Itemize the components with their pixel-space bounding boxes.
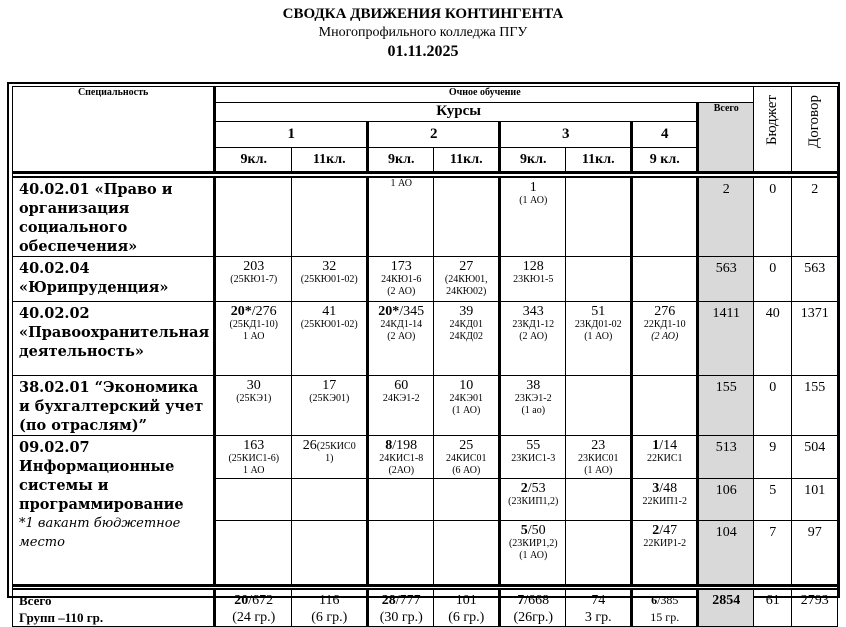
course-cell — [434, 301, 500, 375]
cell-value — [434, 438, 498, 453]
cell-count: 203 — [243, 258, 265, 274]
cell-count: 26 — [302, 437, 317, 453]
cell-value — [369, 378, 433, 393]
cell-groups: (25КД1-10) — [229, 318, 278, 330]
course-cell — [215, 375, 292, 435]
totals-cell — [368, 589, 434, 627]
cell-value — [216, 378, 291, 393]
course-cell — [500, 478, 566, 520]
totals-cell — [500, 589, 566, 627]
cell-groups: 24КД02 — [449, 330, 483, 342]
cell-value — [369, 438, 433, 453]
cell-count: 343 — [522, 303, 544, 319]
course-cell — [500, 256, 566, 301]
header-subcol: 9 кл. — [632, 148, 698, 173]
cell-value — [501, 481, 565, 496]
contingent-table — [12, 86, 838, 627]
course-cell — [292, 177, 368, 257]
totals-label: Всего — [19, 593, 52, 608]
cell-count: 41 — [322, 303, 337, 319]
cell-groups: (25КЭ1) — [236, 392, 272, 404]
course-cell — [632, 520, 698, 585]
cell-value — [216, 304, 291, 319]
row-total: 104 — [698, 520, 754, 585]
totals-count: /385 — [657, 593, 679, 607]
totals-cell — [566, 589, 632, 627]
cell-count: /276 — [251, 303, 277, 319]
header-course-3: 3 — [500, 122, 632, 148]
cell-value — [633, 438, 696, 453]
course-cell — [292, 256, 368, 301]
cell-count: /345 — [399, 303, 425, 319]
cell-groups: 24КИС1-8 — [379, 452, 424, 464]
totals-count: 74 — [591, 593, 606, 608]
totals-group-count: (6 гр.) — [311, 610, 348, 625]
totals-label-cell — [13, 589, 215, 627]
cell-count: /48 — [659, 480, 678, 496]
course-cell — [434, 375, 500, 435]
cell-groups: (25КИС1-6) — [228, 452, 280, 464]
cell-groups: 22КИС1 — [646, 452, 683, 464]
totals-count: 116 — [319, 593, 340, 608]
totals-value — [216, 592, 291, 609]
cell-value — [501, 259, 565, 274]
row-total: 155 — [698, 375, 754, 435]
course-cell — [292, 478, 368, 520]
cell-value — [501, 438, 565, 453]
cell-group-inline: (25КИС0 — [316, 440, 356, 452]
cell-value — [369, 304, 433, 319]
totals-group-count: (24 гр.) — [232, 610, 276, 625]
cell-groups: 23КЭ1-2 — [514, 392, 552, 404]
course-cell — [500, 435, 566, 478]
cell-groups: (23КИР1,2) — [508, 537, 558, 549]
row-total: 1411 — [698, 301, 754, 375]
cell-groups: (1 ао) — [521, 404, 546, 416]
cell-budget-count: 20* — [230, 303, 252, 319]
cell-budget-count: 5 — [520, 522, 528, 538]
specialty-name: 40.02.01 «Право и организация социального обеспечения» — [13, 177, 215, 257]
course-cell — [566, 375, 632, 435]
cell-budget-count: 8 — [385, 437, 393, 453]
cell-value — [501, 304, 565, 319]
course-cell — [368, 435, 434, 478]
cell-value — [216, 259, 291, 274]
cell-groups: (2 АО) — [387, 285, 416, 297]
header-subcol: 11кл. — [292, 148, 368, 173]
row-total: 2 — [698, 177, 754, 257]
cell-groups: (2 АО) — [519, 330, 548, 342]
row-budget: 0 — [754, 375, 792, 435]
cell-value — [292, 378, 366, 393]
totals-row — [13, 589, 838, 627]
totals-budget-count: 6 — [651, 593, 658, 607]
report-subtitle: Многопрофильного колледжа ПГУ — [318, 25, 528, 40]
cell-groups: 24КЭ01 — [449, 392, 483, 404]
cell-count: 25 — [459, 437, 474, 453]
cell-count: /47 — [659, 522, 678, 538]
totals-budget-count: 7 — [517, 593, 525, 608]
course-cell — [434, 520, 500, 585]
header-subcol: 11кл. — [434, 148, 500, 173]
header-contract — [792, 87, 838, 173]
course-cell — [566, 478, 632, 520]
table-row — [13, 301, 838, 375]
row-contract: 97 — [792, 520, 838, 585]
cell-groups: (1 АО) — [519, 194, 548, 206]
course-cell — [215, 177, 292, 257]
cell-budget-count: 20* — [378, 303, 400, 319]
cell-groups: 22КИР1-2 — [643, 537, 687, 549]
cell-value — [216, 438, 291, 453]
totals-group-count: 15 гр. — [650, 610, 680, 624]
totals-group-count: (30 гр.) — [379, 610, 423, 625]
cell-count: 32 — [322, 258, 337, 274]
course-cell — [292, 375, 368, 435]
cell-count: 27 — [459, 258, 474, 274]
row-contract: 155 — [792, 375, 838, 435]
cell-budget-count: 2 — [520, 480, 528, 496]
cell-count: 38 — [526, 377, 541, 393]
cell-count: 51 — [591, 303, 606, 319]
course-cell — [215, 435, 292, 478]
cell-groups: 1 АО — [390, 177, 412, 189]
cell-count: /50 — [527, 522, 546, 538]
course-cell — [632, 435, 698, 478]
totals-cell — [434, 589, 500, 627]
header-specialty-label: Специальность — [77, 87, 149, 98]
course-cell — [434, 256, 500, 301]
cell-groups: 22КД1-10 — [643, 318, 686, 330]
course-cell — [434, 177, 500, 257]
cell-value — [566, 438, 630, 453]
course-cell — [368, 177, 434, 257]
header-course-4: 4 — [632, 122, 698, 148]
cell-groups: (2 АО) — [651, 330, 679, 342]
report-title: СВОДКА ДВИЖЕНИЯ КОНТИНГЕНТА — [282, 6, 564, 22]
specialty-code: 09.02.07 — [19, 438, 90, 456]
course-cell — [632, 301, 698, 375]
totals-group-count: 3 гр. — [584, 610, 612, 625]
specialty-name: 38.02.01 “Экономика и бухгалтерский учет (по отраслям)” — [13, 375, 215, 435]
totals-value — [369, 592, 433, 609]
course-cell — [368, 520, 434, 585]
course-cell — [368, 375, 434, 435]
cell-value — [566, 304, 630, 319]
course-cell — [632, 256, 698, 301]
header-subcol: 9кл. — [368, 148, 434, 173]
cell-value — [292, 259, 366, 274]
table-row — [13, 375, 838, 435]
cell-groups: 23КИС01 — [577, 452, 619, 464]
cell-groups: (25КЮ01-02) — [300, 273, 358, 285]
header-course-2: 2 — [368, 122, 500, 148]
cell-groups: (25КЭ01) — [309, 392, 350, 404]
cell-groups: 23КД01-02 — [574, 318, 622, 330]
totals-group-count: (26гр.) — [513, 610, 554, 625]
cell-count: 163 — [243, 437, 265, 453]
totals-cell — [215, 589, 292, 627]
course-cell — [566, 177, 632, 257]
course-cell — [566, 520, 632, 585]
cell-count: 173 — [390, 258, 412, 274]
cell-value — [633, 481, 696, 496]
cell-count: 128 — [522, 258, 544, 274]
cell-groups: 1) — [325, 452, 334, 464]
course-cell — [566, 435, 632, 478]
totals-count: /777 — [395, 593, 421, 608]
row-budget: 9 — [754, 435, 792, 478]
cell-value — [501, 378, 565, 393]
course-cell — [368, 478, 434, 520]
cell-value — [434, 304, 498, 319]
cell-groups: 24КД1-14 — [380, 318, 423, 330]
totals-count: /668 — [524, 593, 550, 608]
totals-contract: 2793 — [792, 589, 838, 627]
cell-value — [292, 304, 366, 319]
header-subcol: 11кл. — [566, 148, 632, 173]
cell-groups: (1 АО) — [519, 549, 548, 561]
cell-groups: (24КЮ01, — [444, 273, 488, 285]
row-contract: 2 — [792, 177, 838, 257]
cell-count: 23 — [591, 437, 606, 453]
course-cell — [566, 301, 632, 375]
cell-groups: 24КД01 — [449, 318, 483, 330]
totals-value — [434, 592, 498, 609]
course-cell — [632, 375, 698, 435]
cell-groups: (23КИП1,2) — [508, 495, 559, 507]
cell-count: 1 — [529, 179, 537, 195]
header-specialty — [13, 87, 215, 173]
header-subcol: 9кл. — [500, 148, 566, 173]
table-row — [13, 177, 838, 257]
cell-groups: 23КД1-12 — [512, 318, 555, 330]
cell-value — [434, 259, 498, 274]
cell-value — [501, 523, 565, 538]
header-total — [698, 103, 754, 173]
row-total: 106 — [698, 478, 754, 520]
specialty-name: 40.02.02 «Правоохранительная деятельность» — [13, 301, 215, 375]
course-cell — [500, 301, 566, 375]
header-total-label: Всего — [713, 103, 739, 114]
row-total: 563 — [698, 256, 754, 301]
totals-groups: Групп –110 гр. — [19, 610, 104, 625]
course-cell — [292, 520, 368, 585]
table-row — [13, 435, 838, 478]
cell-groups: 22КИП1-2 — [642, 495, 687, 507]
cell-count: 39 — [459, 303, 474, 319]
cell-groups: (25КЮ01-02) — [300, 318, 358, 330]
totals-value — [633, 592, 696, 609]
row-budget: 40 — [754, 301, 792, 375]
totals-cell — [632, 589, 698, 627]
row-budget: 0 — [754, 177, 792, 257]
cell-groups: (2 АО) — [387, 330, 416, 342]
cell-groups: 1 АО — [243, 330, 265, 342]
cell-count: /53 — [527, 480, 546, 496]
cell-value — [501, 180, 565, 195]
totals-value — [566, 592, 630, 609]
course-cell — [434, 478, 500, 520]
row-contract: 504 — [792, 435, 838, 478]
course-cell — [215, 520, 292, 585]
cell-count: 30 — [246, 377, 261, 393]
cell-groups: (1 АО) — [584, 330, 613, 342]
cell-value — [633, 304, 696, 319]
cell-groups: (25КЮ1-7) — [230, 273, 278, 285]
row-budget: 5 — [754, 478, 792, 520]
cell-groups: (1 АО) — [584, 464, 613, 476]
cell-count: 17 — [322, 377, 337, 393]
totals-count: 101 — [455, 593, 477, 608]
header-contract-label: Договор — [806, 95, 823, 148]
row-budget: 0 — [754, 256, 792, 301]
row-contract: 563 — [792, 256, 838, 301]
cell-budget-count: 3 — [652, 480, 660, 496]
header-full-time-label: Очное обучение — [448, 87, 521, 98]
row-total: 513 — [698, 435, 754, 478]
cell-groups: 1 АО — [243, 464, 265, 476]
header-budget-label: Бюджет — [764, 95, 781, 146]
course-cell — [500, 375, 566, 435]
course-cell — [368, 301, 434, 375]
cell-value — [292, 438, 366, 453]
header-courses: Курсы — [215, 103, 698, 122]
totals-value — [501, 592, 565, 609]
row-contract: 1371 — [792, 301, 838, 375]
course-cell — [292, 301, 368, 375]
course-cell — [215, 256, 292, 301]
course-cell — [434, 435, 500, 478]
course-cell — [632, 177, 698, 257]
cell-groups: (6 АО) — [452, 464, 481, 476]
totals-budget: 61 — [754, 589, 792, 627]
cell-value — [434, 378, 498, 393]
totals-group-count: (6 гр.) — [448, 610, 485, 625]
cell-groups: (2АО) — [388, 464, 415, 476]
cell-count: /14 — [659, 437, 678, 453]
row-budget: 7 — [754, 520, 792, 585]
course-cell — [368, 256, 434, 301]
specialty-note: *1 вакант бюджетное место — [19, 515, 181, 550]
course-cell — [500, 177, 566, 257]
cell-groups: 24КЮ1-6 — [381, 273, 422, 285]
totals-budget-count: 28 — [381, 593, 396, 608]
cell-count: 55 — [526, 437, 541, 453]
totals-total: 2854 — [698, 589, 754, 627]
header-course-1: 1 — [215, 122, 368, 148]
cell-groups: 24КЮ02) — [446, 285, 487, 297]
row-contract: 101 — [792, 478, 838, 520]
cell-value — [369, 259, 433, 274]
specialty-it — [13, 435, 215, 585]
cell-groups: 23КИС1-3 — [511, 452, 556, 464]
header-full-time — [215, 87, 754, 103]
cell-count: 60 — [394, 377, 409, 393]
totals-value — [292, 592, 366, 609]
specialty-name: 40.02.04 «Юрипруденция» — [13, 256, 215, 301]
totals-cell — [292, 589, 368, 627]
cell-groups: (1 АО) — [452, 404, 481, 416]
cell-groups: 24КИС01 — [445, 452, 487, 464]
cell-count: 276 — [654, 303, 676, 319]
report-date: 01.11.2025 — [387, 43, 459, 60]
course-cell — [292, 435, 368, 478]
specialty-name: Информационные системы и программирование — [19, 457, 184, 513]
totals-count: /672 — [248, 593, 274, 608]
cell-count: 10 — [459, 377, 474, 393]
header-subcol: 9кл. — [215, 148, 292, 173]
cell-budget-count: 2 — [652, 522, 660, 538]
course-cell — [500, 520, 566, 585]
cell-count: /198 — [392, 437, 418, 453]
cell-groups: 24КЭ1-2 — [382, 392, 420, 404]
course-cell — [215, 478, 292, 520]
cell-value — [633, 523, 696, 538]
cell-groups: 23КЮ1-5 — [513, 273, 554, 285]
course-cell — [215, 301, 292, 375]
cell-budget-count: 1 — [652, 437, 660, 453]
totals-budget-count: 20 — [234, 593, 249, 608]
course-cell — [566, 256, 632, 301]
table-row — [13, 256, 838, 301]
course-cell — [632, 478, 698, 520]
header-budget — [754, 87, 792, 173]
